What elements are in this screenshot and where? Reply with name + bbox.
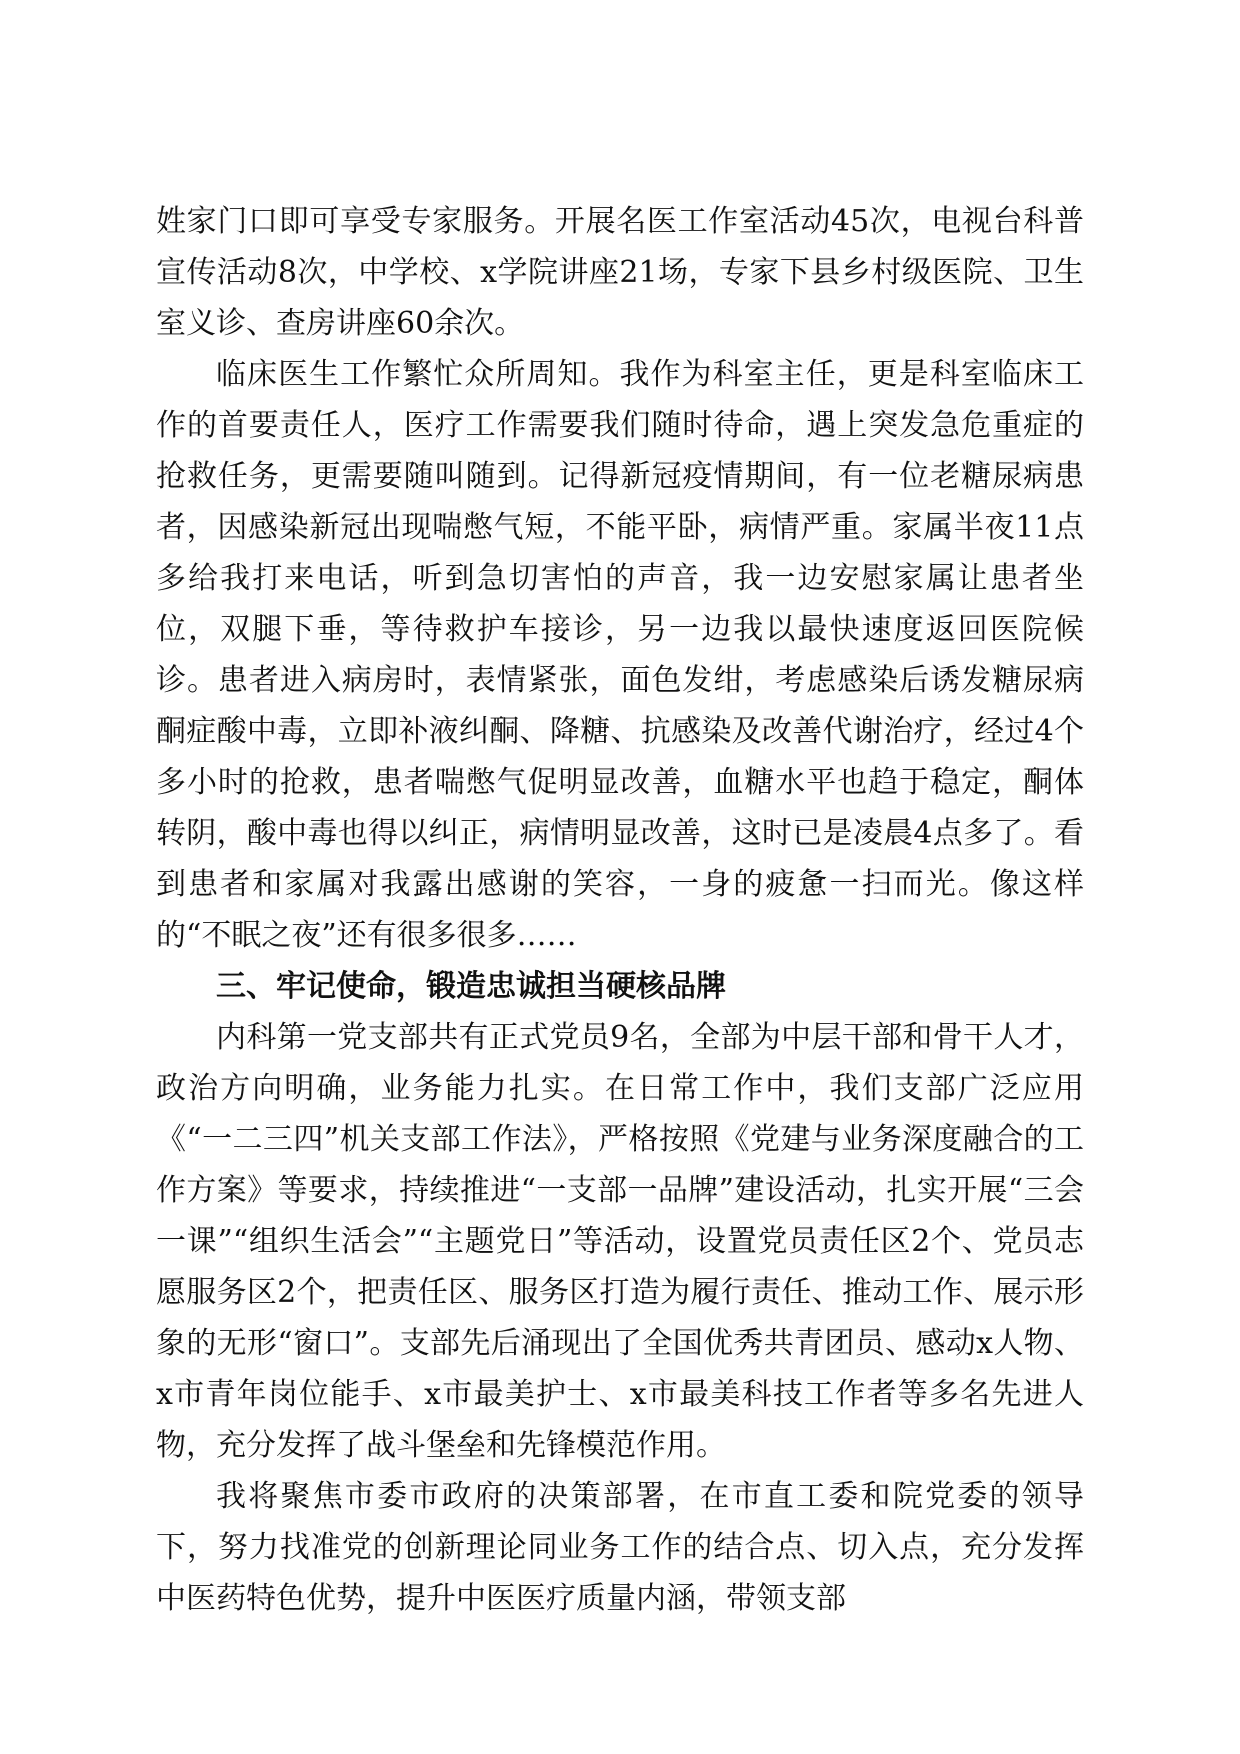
section-heading: 三、牢记使命，锻造忠诚担当硬核品牌	[216, 969, 726, 1004]
paragraph-party-branch: 内科第一党支部共有正式党员9名，全部为中层干部和骨干人才，政治方向明确，业务能力扎实。在日常工作中，我们支部广泛应用《“一二三四”机关支部工作法》，严格按照《党建与业务深度融合的工作方案》等要求，持续推进“一支部一品牌”建设活动，扎实开展“三会一课”“组织生活会”“主题党日”等活动，设置党员责任区2个、党员志愿服务区2个，把责任区、服务区打造为履行责任、推动工作、展示形象的无形“窗口”。支部先后涌现出了全国优秀共青团员、感动x人物、x市青年岗位能手、x市最美护士、x市最美科技工作者等多名先进人物，充分发挥了战斗堡垒和先锋模范作用。	[156, 1020, 1084, 1463]
document-body	[156, 196, 1084, 1624]
paragraph-future-plan: 我将聚焦市委市政府的决策部署，在市直工委和院党委的领导下，努力找准党的创新理论同业务工作的结合点、切入点，充分发挥中医药特色优势，提升中医医疗质量内涵，带领支部	[156, 1479, 1084, 1616]
paragraph-clinical-work: 临床医生工作繁忙众所周知。我作为科室主任，更是科室临床工作的首要责任人，医疗工作需要我们随时待命，遇上突发急危重症的抢救任务，更需要随叫随到。记得新冠疫情期间，有一位老糖尿病患者，因感染新冠出现喘憋气短，不能平卧，病情严重。家属半夜11点多给我打来电话，听到急切害怕的声音，我一边安慰家属让患者坐位，双腿下垂，等待救护车接诊，另一边我以最快速度返回医院候诊。患者进入病房时，表情紧张，面色发绀，考虑感染后诱发糖尿病酮症酸中毒，立即补液纠酮、降糖、抗感染及改善代谢治疗，经过4个多小时的抢救，患者喘憋气促明显改善，血糖水平也趋于稳定，酮体转阴，酸中毒也得以纠正，病情明显改善，这时已是凌晨4点多了。看到患者和家属对我露出感谢的笑容，一身的疲惫一扫而光。像这样的“不眠之夜”还有很多很多……	[156, 357, 1084, 953]
paragraph-continuation: 姓家门口即可享受专家服务。开展名医工作室活动45次，电视台科普宣传活动8次，中学校、x学院讲座21场，专家下县乡村级医院、卫生室义诊、查房讲座60余次。	[156, 204, 1084, 341]
